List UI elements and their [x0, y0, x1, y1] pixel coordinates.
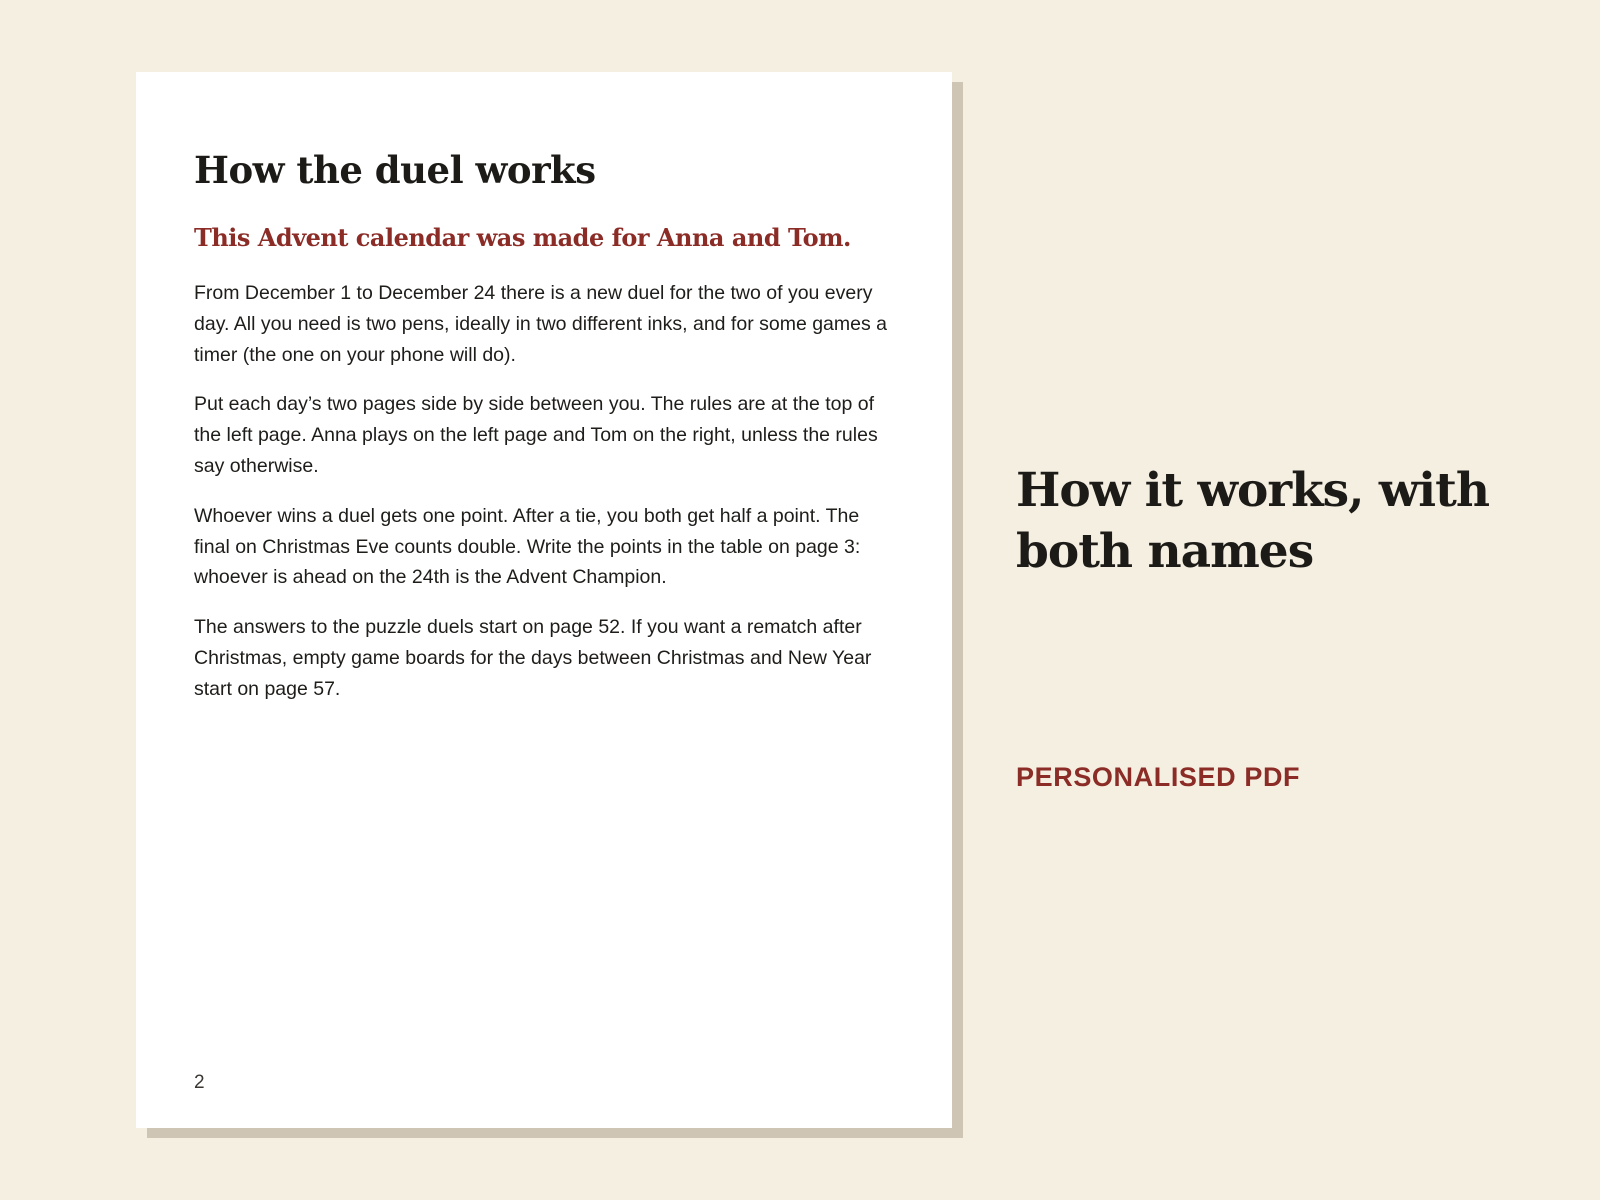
body-paragraph: Put each day’s two pages side by side between you. The rules are at the top of the left page. Anna plays on the left page and Tom on the right, unless the rules say otherwise. [194, 393, 878, 477]
product-tag: PERSONALISED PDF [1016, 762, 1301, 792]
page-body [194, 278, 894, 724]
page-number: 2 [194, 1072, 205, 1093]
body-paragraph: Whoever wins a duel gets one point. After a tie, you both get half a point. The final on Christmas Eve counts double. Write the points in the table on page 3: whoever is ahead on the 24th is the Advent Champion. [194, 504, 861, 589]
document-page [136, 72, 952, 1128]
page-subheading: This Advent calendar was made for Anna and Tom. [194, 223, 851, 252]
body-paragraph: The answers to the puzzle duels start on page 52. If you want a rematch after Christmas, empty game boards for the days between Christmas and New Year start on page 57. [194, 616, 872, 700]
page-heading: How the duel works [194, 148, 596, 192]
side-title: How it works, with both names [1016, 463, 1490, 579]
body-paragraph: From December 1 to December 24 there is a new duel for the two of you every day. All you need is two pens, ideally in two different inks, and for some games a timer (the one on your phone will do). [194, 282, 887, 366]
